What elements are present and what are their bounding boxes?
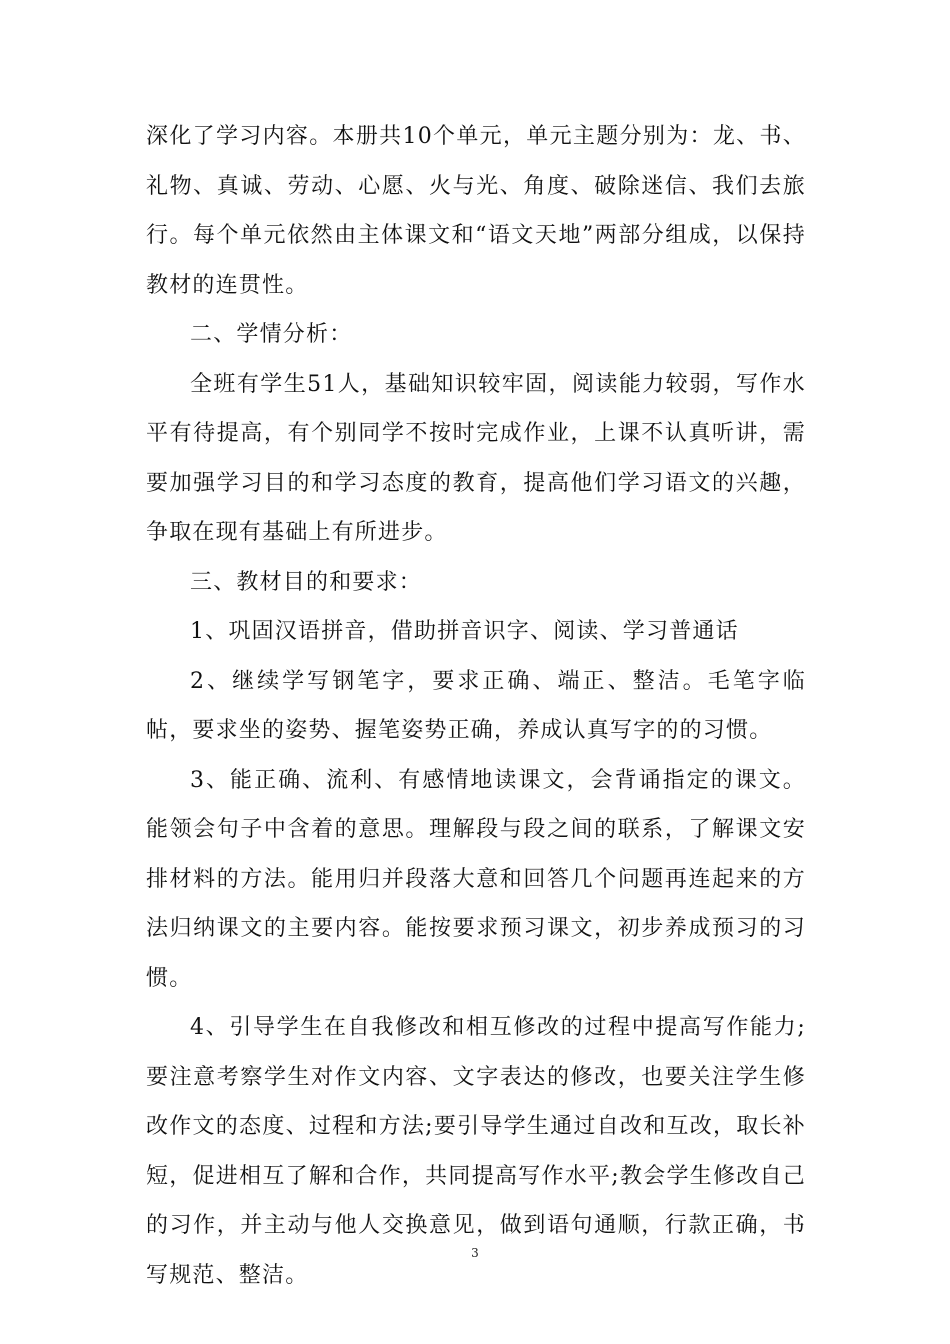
section-heading-student-analysis: 二、学情分析： — [190, 322, 353, 347]
section-heading-teaching-goals: 三、教材目的和要求： — [190, 569, 423, 595]
list-item-1: 1、巩固汉语拼音，借助拼音识字、阅读、学习普通话 — [190, 619, 739, 644]
page-number: 3 — [471, 1246, 479, 1260]
paragraph-student-analysis: 全班有学生51人，基础知识较牢固，阅读能力较弱，写作水平有待提高，有个别同学不按时完成作业，上课不认真听讲，需要加强学习目的和学习态度的教育，提高他们学习语文的兴趣，争取在现有基础上有所进步。 — [146, 371, 806, 545]
document-body — [146, 112, 806, 1300]
list-item-2: 2、继续学写钢笔字，要求正确、端正、整洁。毛笔字临帖，要求坐的姿势、握笔姿势正确，养成认真写字的的习惯。 — [146, 668, 806, 743]
paragraph-continuation: 深化了学习内容。本册共10个单元，单元主题分别为：龙、书、礼物、真诚、劳动、心愿、火与光、角度、破除迷信、我们去旅行。每个单元依然由主体课文和“语文天地”两部分组成，以保持教材的连贯性。 — [146, 124, 806, 298]
list-item-4: 4、引导学生在自我修改和相互修改的过程中提高写作能力;要注意考察学生对作文内容、文字表达的修改，也要关注学生修改作文的态度、过程和方法;要引导学生通过自改和互改，取长补短，促进相互了解和合作，共同提高写作水平;教会学生修改自己的习作，并主动与他人交换意见，做到语句通顺，行款正确，书写规范、整洁。 — [146, 1015, 806, 1288]
list-item-3: 3、能正确、流利、有感情地读课文，会背诵指定的课文。能领会句子中含着的意思。理解段与段之间的联系，了解课文安排材料的方法。能用归并段落大意和回答几个问题再连起来的方法归纳课文的主要内容。能按要求预习课文，初步养成预习的习惯。 — [146, 767, 806, 991]
